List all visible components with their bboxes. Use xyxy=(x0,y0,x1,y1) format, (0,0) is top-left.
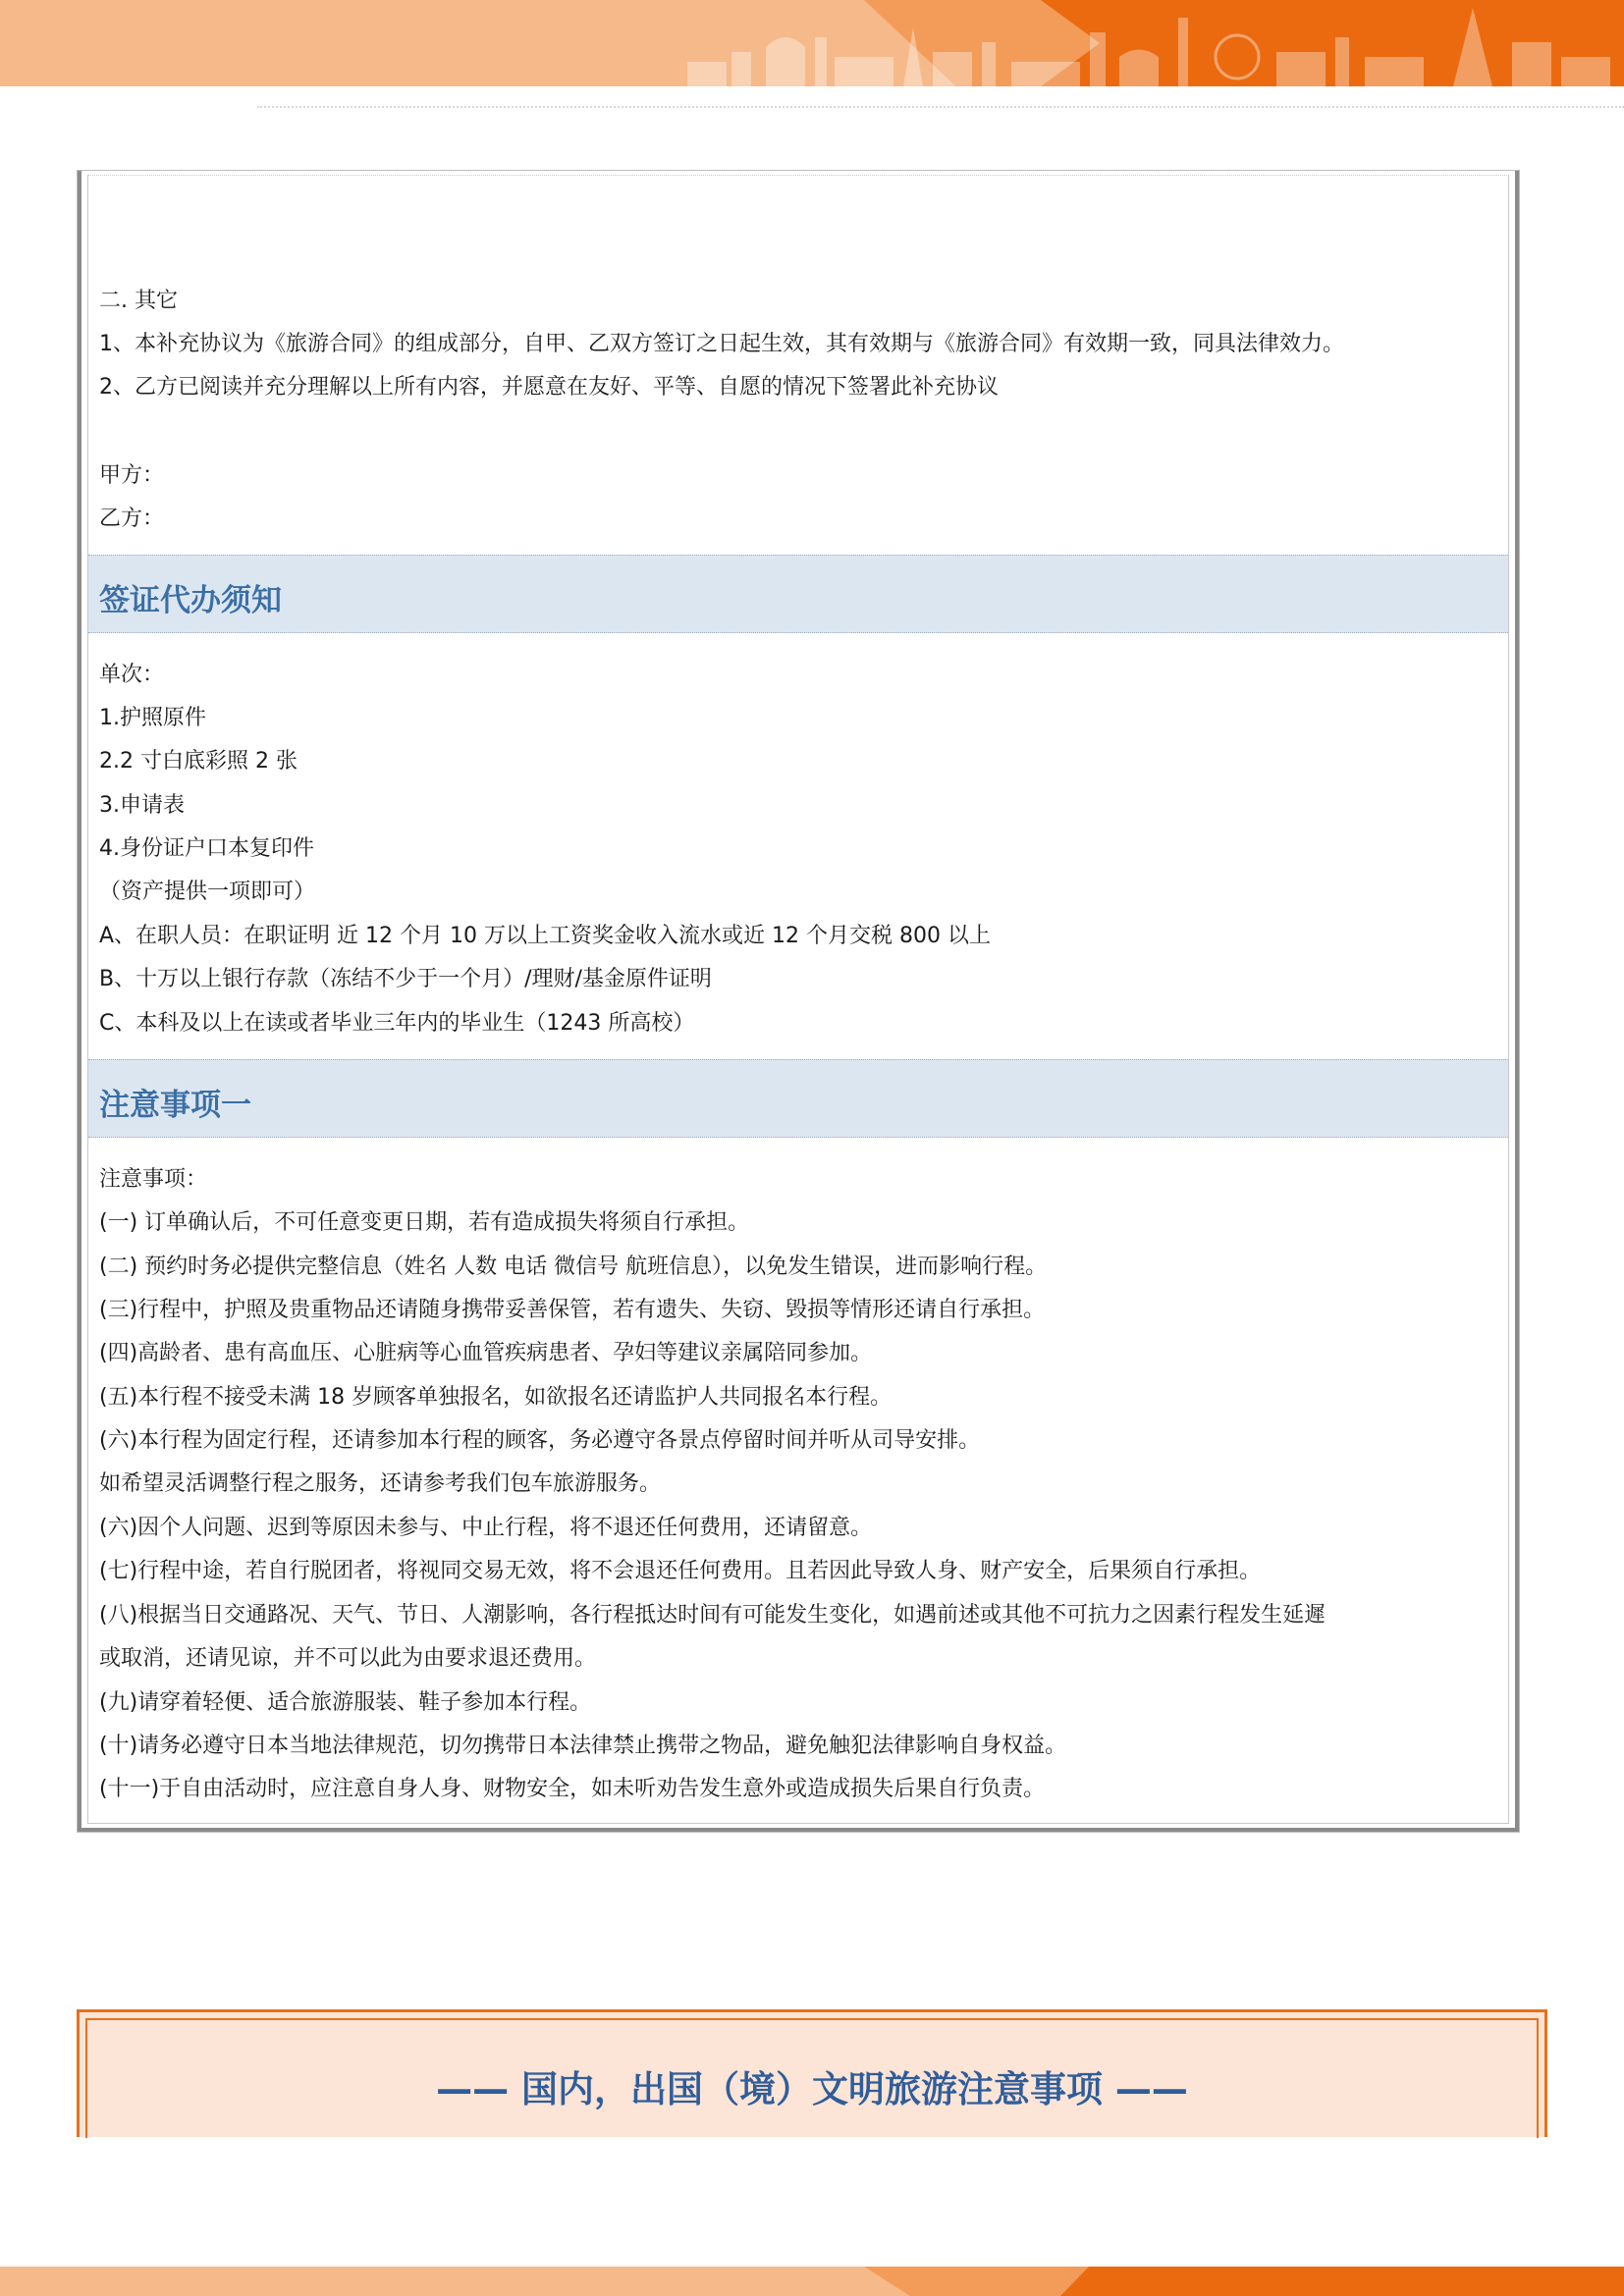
visa-line: C、本科及以上在读或者毕业三年内的毕业生（1243 所高校） xyxy=(99,1011,695,1036)
visa-section-title: 签证代办须知 xyxy=(99,583,282,618)
notes-section-title: 注意事项一 xyxy=(99,1088,251,1123)
visa-line: A、在职人员：在职证明 近 12 个月 10 万以上工资奖金收入流水或近 12 个月交税 800 以上 xyxy=(99,924,991,948)
header-divider xyxy=(257,106,1624,108)
visa-line: B、十万以上银行存款（冻结不少于一个月）/理财/基金原件证明 xyxy=(99,967,712,991)
visa-line: （资产提供一项即可） xyxy=(99,880,316,904)
party-b-label: 乙方： xyxy=(99,507,165,531)
visa-line: 2.2 寸白底彩照 2 张 xyxy=(99,749,298,774)
visa-line: 单次： xyxy=(99,663,165,687)
party-a-label: 甲方： xyxy=(99,463,165,488)
footer-bar xyxy=(0,2267,1624,2296)
notes-line: (九)请穿着轻便、适合旅游服装、鞋子参加本行程。 xyxy=(99,1690,592,1715)
civil-travel-title: —— 国内，出国（境）文明旅游注意事项 —— xyxy=(436,2068,1188,2110)
notes-line: 如希望灵活调整行程之服务，还请参考我们包车旅游服务。 xyxy=(99,1471,662,1496)
notes-section-header xyxy=(88,1059,1508,1138)
city-skyline-icon xyxy=(687,8,1610,86)
other-item-1: 1、本补充协议为《旅游合同》的组成部分，自甲、乙双方签订之日起生效，其有效期与《旅游合同》有效期一致，同具法律效力。 xyxy=(99,332,1345,356)
other-heading: 二. 其它 xyxy=(99,289,178,313)
notes-line: 或取消，还请见谅，并不可以此为由要求退还费用。 xyxy=(99,1646,597,1671)
notes-line: (五)本行程不接受未满 18 岁顾客单独报名，如欲报名还请监护人共同报名本行程。 xyxy=(99,1385,893,1410)
notes-line: (十)请务必遵守日本当地法律规范，切勿携带日本法律禁止携带之物品，避免触犯法律影响自身权益。 xyxy=(99,1734,1067,1758)
civil-travel-title-box xyxy=(77,2009,1547,2137)
notes-line: (四)高龄者、患有高血压、心脏病等心血管疾病患者、孕妇等建议亲属陪同参加。 xyxy=(99,1341,873,1365)
notes-line: (二) 预约时务必提供完整信息（姓名 人数 电话 微信号 航班信息），以免发生错误，进而影响行程。 xyxy=(99,1255,1048,1279)
header-banner xyxy=(0,0,1624,86)
notes-line: (十一)于自由活动时，应注意自身人身、财物安全，如未听劝告发生意外或造成损失后果自行负责。 xyxy=(99,1777,1046,1801)
other-item-2: 2、乙方已阅读并充分理解以上所有内容，并愿意在友好、平等、自愿的情况下签署此补充协议 xyxy=(99,375,1000,400)
visa-line: 3.申请表 xyxy=(99,793,185,818)
notes-line: 注意事项： xyxy=(99,1167,208,1192)
visa-section-header xyxy=(88,555,1508,633)
notes-line: (八)根据当日交通路况、天气、节日、人潮影响，各行程抵达时间有可能发生变化，如遇前述或其他不可抗力之因素行程发生延遲 xyxy=(99,1603,1326,1628)
notes-line: (一) 订单确认后，不可任意变更日期，若有造成损失将须自行承担。 xyxy=(99,1210,750,1235)
notes-line: (三)行程中，护照及贵重物品还请随身携带妥善保管，若有遗失、失窃、毁损等情形还请自行承担。 xyxy=(99,1298,1046,1322)
visa-line: 4.身份证户口本复印件 xyxy=(99,836,314,861)
visa-line: 1.护照原件 xyxy=(99,706,206,730)
notes-line: (七)行程中途，若自行脱团者，将视同交易无效，将不会退还任何费用。且若因此导致人身、财产安全，后果须自行承担。 xyxy=(99,1559,1262,1583)
notes-line: (六)本行程为固定行程，还请参加本行程的顾客，务必遵守各景点停留时间并听从司导安排。 xyxy=(99,1428,981,1453)
notes-line: (六)因个人问题、迟到等原因未参与、中止行程，将不退还任何费用，还请留意。 xyxy=(99,1516,873,1540)
